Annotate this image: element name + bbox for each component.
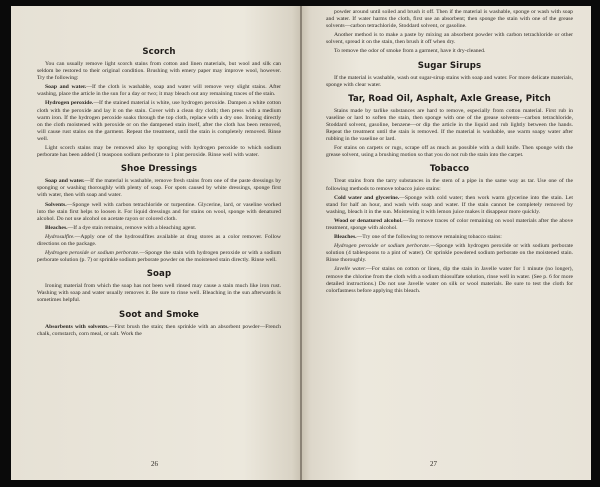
paragraph-lead: Soap and water. [45,84,87,91]
paragraph [37,84,281,98]
paragraph-text: —For stains on cotton or linen, dip the stain in Javelle water for 1 minute (no longer), remove the chlorine from the cloth with a sodium thiosulfate solution, rinse well in water. (See p. 6 for more detailed instructions.) Do not use Javelle water on silk or wool materials. Be sure to test the cloth for colorfastness before applying this bleach. [326,266,573,294]
paragraph-text: powder around until soiled and brush it off. Then if the material is washable, sponge or wash with soap and water. If water harms the cloth, first use an absorbent; then sponge the stain with one of the grease solvents—carbon tetrachloride, Stoddard solvent, or gasoline. [326,9,573,30]
paragraph [326,178,573,192]
section-heading: Scorch [142,47,176,57]
left-page [11,6,301,480]
paragraph [37,61,281,82]
paragraph-text: —Sponge well with carbon tetrachloride or turpentine. Glycerine, lard, or vaseline worked into the stain first helps to loosen it. For liquid dressings and for stains on wool, sponge with denatured alcohol. Do not use alcohol on acetate rayon or colored cloth. [37,201,281,222]
paragraph-text: Ironing material from which the soap has not been well rinsed may cause a stain much like iron rust. Washing with soap and water usually removes it. Be sure to rinse well. Bleaching in the sun afterwards is sometimes helpful. [37,283,281,304]
section-heading: Sugar Sirups [417,60,482,71]
paragraph-lead: Wood or denatured alcohol. [334,217,403,224]
paragraph-text: For stains on carpets or rugs, scrape off as much as possible with a dull knife. Then sponge with the grease solvent, using a brushing motion so that you do not rub the stain into the carpet. [326,145,573,159]
paragraph [37,250,281,264]
paragraph [326,195,573,216]
paragraph-lead: Hydrosulfite. [45,233,75,240]
paragraph-lead: Javelle water. [334,266,367,273]
paragraph-lead: Bleaches. [45,224,68,231]
paragraph-lead: Hydrogen peroxide or sodium perborate. [334,243,431,250]
paragraph-text: —If the cloth is washable, soap and water will remove very slight stains. After washing, place the article in the sun for a day or two; it may bleach out any remaining traces of the stain. [37,84,281,98]
paragraph [37,100,281,143]
paragraph-text: —First brush the stain; then sprinkle with an absorbent powder—French chalk, cornstarch, corn meal, or salt. Work the [37,323,281,337]
paragraph [37,234,281,248]
paragraph [326,32,573,46]
paragraph-text: Light scorch stains may be removed also by sponging with hydrogen peroxide to which sodium perborate has been added (1 teaspoon sodium perborate to 1 pint peroxide. Rinse well with water. [37,145,281,159]
section-heading: Tobacco [429,164,470,175]
paragraph-text: —Sponge with cold water; then work warm glycerine into the stain. Let stand for half an hour, and wash with soap and water. If the stain cannot be completely removed by washing, bleach it in the sun. Moistening it with lemon juice makes it disappear more quickly. [326,194,573,215]
section-heading: Soap [146,269,172,280]
paragraph [37,202,281,223]
section-heading: Shoe Dressings [120,164,198,175]
paragraph-text: Treat stains from the tarry substances in the stem of a pipe in the same way as tar. Use one of the following methods to remove tobacco juice stains: [326,178,573,192]
page-number: 27 [430,460,437,468]
paragraph [326,9,573,30]
paragraph [326,145,573,159]
paragraph-text: —If the stained material is white, use hydrogen peroxide. Dampen a white cotton cloth with the peroxide and lay it on the stain. Cover with a clean dry cloth; then press with a medium warm iron. If the hydrogen peroxide soaks through the top cloth, replace with a dry one. Ironing directly on the cloth moistened with peroxide or on the dampened stain itself, after the cloth has been removed, will cause rust stains on the garment. Repeat the treatment, until the stain is completely removed. Rinse well. [37,100,282,142]
paragraph [37,225,281,232]
paragraph-text: Stains made by tarlike substances are hard to remove, especially from cotton material. First rub in vaseline or lard to soften the stain, then sponge with one of the grease solvents—carbon tetrachloride, Stoddard solvent, gasoline, benzene—or dip the article in the liquid and rub lightly between the hands. Repeat the treatment until the stain is removed. If the material is washable, use warm soapy water after rubbing in the vaseline or lard. [326,107,573,143]
book-spread [11,6,591,480]
paragraph-lead: Absorbents with solvents. [45,323,109,330]
paragraph-lead: Soap and water. [45,178,85,185]
paragraph [326,243,573,264]
paragraph [37,178,281,199]
paragraph-lead: Cold water and glycerine. [334,194,400,201]
paragraph-lead: Bleaches. [334,234,357,241]
paragraph-text: —Sponge the stain with hydrogen peroxide or with a sodium perborate solution (p. 7) or sprinkle sodium perborate powder on the moistened stain directly. Rinse well. [37,250,281,264]
paragraph-text: To remove the odor of smoke from a garment, have it dry-cleaned. [334,48,486,55]
paragraph-lead: Hydrogen peroxide or sodium perborate. [45,250,140,257]
section-heading: Soot and Smoke [119,309,199,320]
paragraph-text: You can usually remove light scorch stains from cotton and linen materials, but wool and silk can seldom be restored to their original condition. Brushing with emery paper may improve wool, however. Try the following: [37,61,281,82]
paragraph [326,108,573,143]
paragraph [37,324,281,338]
paragraph-lead: Solvents. [45,201,67,208]
page-number: 26 [151,460,158,468]
paragraph [326,234,573,241]
paragraph [37,283,281,304]
paragraph-text: —If a dye stain remains, remove with a bleaching agent. [67,224,197,231]
paragraph-text: If the material is washable, wash out sugar-sirup stains with soap and water. For more delicate materials, sponge with clear water. [326,74,573,88]
paragraph-text: —Try one of the following to remove remaining tobacco stains: [356,234,502,241]
paragraph-text: —Apply one of the hydrosulfites available at drug stores as a color remover. Follow directions on the package. [37,233,281,247]
paragraph [326,218,573,232]
paragraph [326,75,573,89]
paragraph-lead: Hydrogen peroxide. [45,100,94,107]
paragraph-text: —To remove traces of color remaining on wool materials after the above treatment, sponge with alcohol. [326,217,573,231]
paragraph [37,145,281,159]
paragraph-text: —If the material is washable, remove fresh stains from one of the paste dressings by sponging or washing thoroughly with plenty of soap. For spots caused by white dressings, sponge first with water, then with soap and water. [37,178,282,199]
paragraph [326,266,573,294]
right-page [302,6,591,480]
paragraph-text: —Sponge with hydrogen peroxide or with sodium perborate solution (4 tablespoons to a pint of water). Or sprinkle powdered sodium perborate on the moistened stain. Rinse thoroughly. [326,243,574,264]
paragraph [326,48,573,55]
paragraph-text: Another method is to make a paste by mixing an absorbent powder with carbon tetrachloride or other solvent, spread it on the stain, then brush it off when dry. [326,32,573,46]
section-heading: Tar, Road Oil, Asphalt, Axle Grease, Pitch [348,93,551,104]
